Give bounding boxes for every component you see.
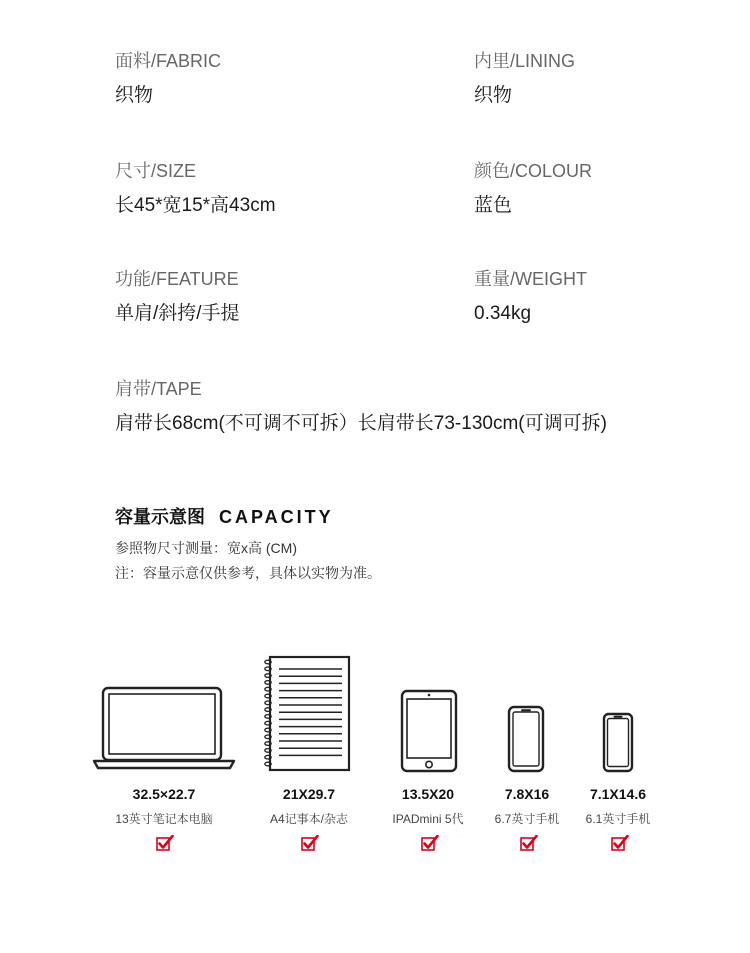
capacity-dim: 32.5×22.7 bbox=[132, 786, 196, 802]
checkbox-checked-icon bbox=[301, 835, 319, 851]
spec-value: 蓝色 bbox=[474, 195, 513, 216]
spec-label: 内里/LINING bbox=[474, 51, 576, 71]
spec-weight bbox=[474, 268, 587, 326]
spec-colour bbox=[474, 160, 592, 218]
capacity-dim: 7.1X14.6 bbox=[589, 786, 647, 802]
capacity-desc: 6.1英寸手机 bbox=[585, 812, 651, 826]
capacity-dim: 13.5X20 bbox=[401, 786, 455, 802]
spec-label: 功能/FEATURE bbox=[115, 269, 239, 289]
capacity-note-measure: 参照物尺寸测量：宽x高 (CM) bbox=[115, 540, 297, 556]
capacity-desc: A4记事本/杂志 bbox=[269, 812, 349, 826]
capacity-desc: 13英寸笔记本电脑 bbox=[115, 812, 213, 826]
spec-label: 面料/FABRIC bbox=[115, 51, 222, 71]
capacity-dim: 21X29.7 bbox=[282, 786, 336, 802]
spec-value: 肩带长68cm(不可调不可拆）长肩带长73-130cm(可调可拆) bbox=[115, 413, 607, 434]
capacity-desc: 6.7英寸手机 bbox=[494, 812, 560, 826]
spec-value: 0.34kg bbox=[474, 303, 532, 324]
capacity-title-en: CAPACITY bbox=[219, 507, 334, 527]
tablet-icon bbox=[400, 689, 458, 773]
spec-value: 单肩/斜挎/手提 bbox=[115, 303, 240, 324]
spec-value: 织物 bbox=[115, 85, 154, 106]
spec-label: 肩带/TAPE bbox=[115, 379, 202, 399]
spec-label: 重量/WEIGHT bbox=[474, 269, 587, 289]
spec-tape bbox=[115, 378, 607, 436]
capacity-title bbox=[115, 503, 334, 529]
capacity-note-disclaimer: 注：容量示意仅供参考，具体以实物为准。 bbox=[115, 565, 381, 581]
capacity-dim: 7.8X16 bbox=[504, 786, 550, 802]
capacity-title-zh: 容量示意图 bbox=[115, 507, 205, 527]
spec-size bbox=[115, 160, 276, 218]
checkbox-checked-icon bbox=[156, 835, 174, 851]
notebook-icon bbox=[262, 655, 352, 773]
spec-lining bbox=[474, 50, 575, 108]
spec-fabric bbox=[115, 50, 221, 108]
phone-icon bbox=[507, 705, 545, 773]
phone-icon bbox=[602, 712, 634, 773]
spec-label: 颜色/COLOUR bbox=[474, 161, 593, 181]
checkbox-checked-icon bbox=[421, 835, 439, 851]
laptop-icon bbox=[92, 686, 236, 772]
spec-value: 长45*宽15*高43cm bbox=[115, 195, 276, 216]
checkbox-checked-icon bbox=[611, 835, 629, 851]
spec-value: 织物 bbox=[474, 85, 513, 106]
spec-feature bbox=[115, 268, 240, 326]
checkbox-checked-icon bbox=[520, 835, 538, 851]
spec-label: 尺寸/SIZE bbox=[115, 161, 197, 181]
capacity-desc: IPADmini 5代 bbox=[392, 812, 464, 826]
